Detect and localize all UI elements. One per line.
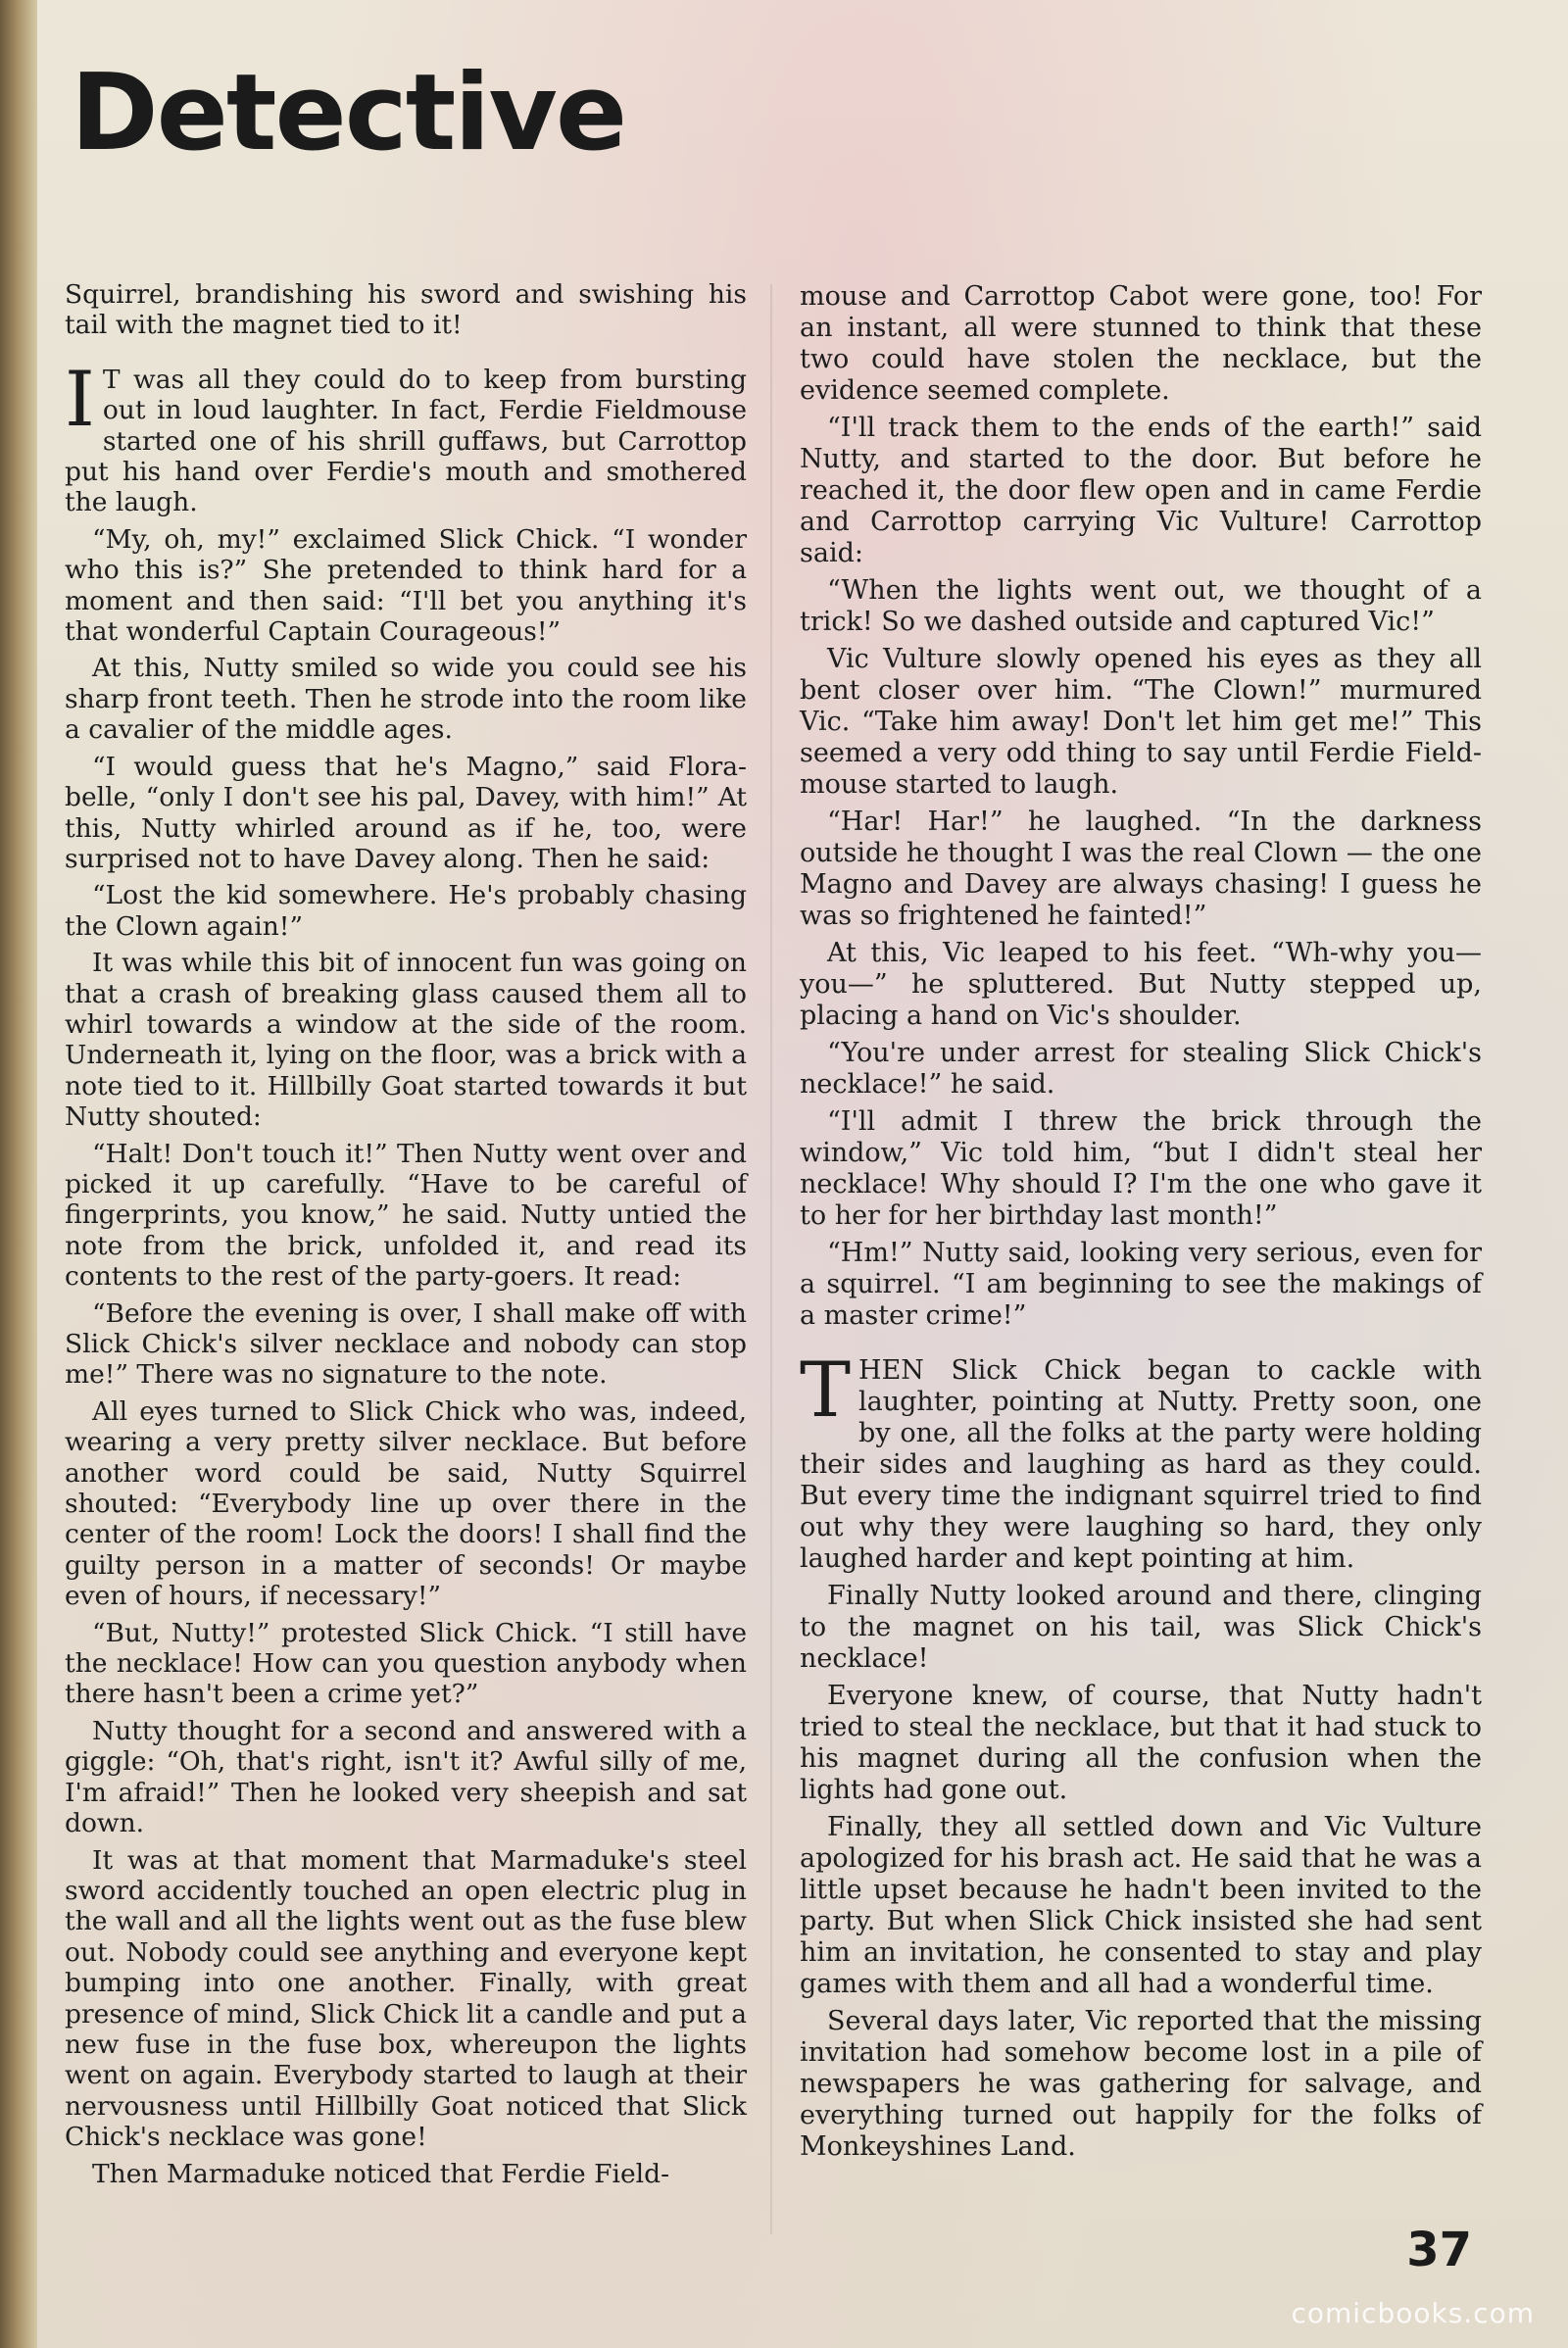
story-paragraph: At this, Nutty smiled so wide you could see his sharp front teeth. Then he strode into the room like a cavalier of the middle ages.: [65, 653, 747, 746]
story-paragraph: Squirrel, brandishing his sword and swishing his tail with the magnet tied to it!: [65, 279, 747, 341]
story-paragraph: “But, Nutty!” protested Slick Chick. “I still have the necklace! How can you question anybody when there hasn't been a crime yet?”: [65, 1617, 747, 1710]
story-paragraph: Then Marmaduke noticed that Ferdie Field-: [92, 2158, 670, 2189]
page-title: Detective: [71, 52, 626, 174]
story-paragraph: “Halt! Don't touch it!” Then Nutty went over and picked it up carefully. “Have to be careful of fingerprints, you know,” he said. Nutty untied the note from the brick, unfolded it, and read its contents to the rest of the party-goers. It read:: [65, 1138, 747, 1293]
story-paragraph: “I'll admit I threw the brick through the window,” Vic told him, “but I didn't steal her necklace! Why should I? I'm the one who gave it to her for her birthday last month!”: [800, 1106, 1482, 1231]
story-column-right: [800, 281, 1482, 2169]
story-paragraph: “You're under arrest for stealing Slick Chick's necklace!” he said.: [800, 1038, 1482, 1100]
story-paragraph: It was at that moment that Marmaduke's steel sword accidently touched an open electric plug in the wall and all the lights went out as the fuse blew out. Nobody could see anything and everyone kept bumping into one another. Finally, with great presence of mind, Slick Chick lit a candle and put a new fuse in the fuse box, whereupon the lights went on again. Everybody started to laugh at their nervousness until Hillbilly Goat noticed that Slick Chick's necklace was gone!: [65, 1844, 747, 2153]
drop-cap: T: [800, 1346, 852, 1435]
binding-edge: [0, 0, 37, 2348]
story-paragraph: Everyone knew, of course, that Nutty hadn't tried to steal the necklace, but that it had stuck to his magnet during all the confusion when the lights had gone out.: [800, 1681, 1482, 1805]
story-paragraph: “Before the evening is over, I shall make off with Slick Chick's silver necklace and nobody can stop me!” There was no signature to the note.: [65, 1297, 747, 1391]
story-paragraph: Finally, they all settled down and Vic Vulture apologized for his brash act. He said that he was a little upset because he hadn't been invited to the party. But when Slick Chick insisted she had sent him an invitation, he consented to stay and play games with them and all had a wonderful time.: [800, 1812, 1482, 1999]
story-paragraph: “Lost the kid somewhere. He's probably chasing the Clown again!”: [65, 880, 747, 942]
drop-cap: I: [65, 355, 95, 444]
story-paragraph: “My, oh, my!” exclaimed Slick Chick. “I wonder who this is?” She pretended to think hard for a moment and then said: “I'll bet you anything it's that wonderful Captain Courageous!”: [65, 523, 747, 648]
story-paragraph: All eyes turned to Slick Chick who was, indeed, wearing a very pretty silver necklace. But before another word could be said, Nutty Squirrel shouted: “Everybody line up over there in the center of the room! Lock the doors! I shall find the guilty person in a matter of seconds! Or maybe even of hours, if necessary!”: [65, 1395, 747, 1612]
page-number: 37: [1406, 2223, 1472, 2277]
watermark: comicbooks.com: [1291, 2297, 1535, 2329]
story-paragraph: “When the lights went out, we thought of a trick! So we dashed outside and captured Vic!”: [800, 575, 1482, 637]
story-paragraph: At this, Vic leaped to his feet. “Wh-why you— you—” he spluttered. But Nutty stepped up, placing a hand on Vic's shoulder.: [800, 938, 1482, 1031]
story-paragraph: Nutty thought for a second and answered with a giggle: “Oh, that's right, isn't it? Awful silly of me, I'm afraid!” Then he looked very sheepish and sat down.: [65, 1715, 747, 1839]
story-paragraph: It was while this bit of innocent fun was going on that a crash of breaking glass caused them all to whirl towards a window at the side of the room. Underneath it, lying on the floor, was a brick with a note tied to it. Hillbilly Goat started towards it but Nutty shouted:: [65, 948, 747, 1133]
story-paragraph: Several days later, Vic reported that the missing invitation had somehow become lost in a pile of newspapers he was gathering for salvage, and everything turned out happily for the folks of Monkeyshines Land.: [800, 2006, 1482, 2162]
column-divider: [770, 284, 772, 2234]
paragraph-text: HEN Slick Chick began to cackle with laughter, pointing at Nutty. Pretty soon, one by one, all the folks at the party were holding their sides and laughing as hard as they could. But every time the indignant squirrel tried to find out why they were laughing so hard, they only laughed harder and kept pointing at him.: [800, 1355, 1482, 1574]
paragraph-text: T was all they could do to keep from bursting out in loud laughter. In fact, Ferdie Fieldmouse started one of his shrill guffaws, but Carrottop put his hand over Ferdie's mouth and smothered the laugh.: [65, 364, 747, 518]
story-paragraph: “I'll track them to the ends of the earth!” said Nutty, and started to the door. But before he reached it, the door flew open and in came Ferdie and Carrottop carrying Vic Vulture! Carrottop said:: [800, 413, 1482, 568]
story-paragraph: “Hm!” Nutty said, looking very serious, even for a squirrel. “I am beginning to see the makings of a master crime!”: [800, 1238, 1482, 1331]
story-paragraph: [800, 1346, 1482, 1575]
story-paragraph: “Har! Har!” he laughed. “In the darkness outside he thought I was the real Clown — the one Magno and Davey are always chasing! I guess he was so frightened he fainted!”: [800, 807, 1482, 931]
story-paragraph: mouse and Carrottop Cabot were gone, too! For an instant, all were stunned to think that these two could have stolen the necklace, but the evidence seemed complete.: [800, 281, 1482, 406]
story-paragraph: [65, 355, 747, 518]
story-paragraph: “I would guess that he's Magno,” said Flora-belle, “only I don't see his pal, Davey, with him!” At this, Nutty whirled around as if he, too, were surprised not to have Davey along. Then he said:: [65, 751, 747, 874]
story-paragraph: Finally Nutty looked around and there, clinging to the magnet on his tail, was Slick Chick's necklace!: [800, 1581, 1482, 1674]
story-paragraph: Vic Vulture slowly opened his eyes as they all bent closer over him. “The Clown!” murmured Vic. “Take him away! Don't let him get me!” This seemed a very odd thing to say until Ferdie Field-mouse started to laugh.: [800, 644, 1482, 800]
story-column-left: [65, 279, 747, 2195]
